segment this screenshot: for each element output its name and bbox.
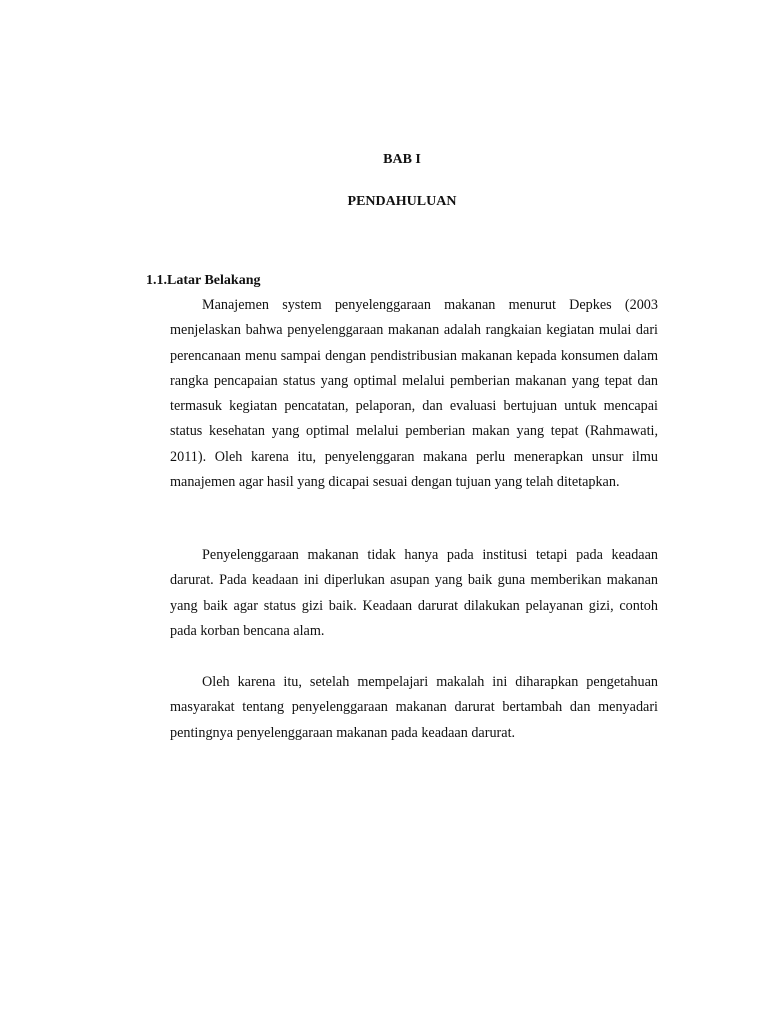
chapter-number: BAB I [383,152,421,167]
paragraph-1: Manajemen system penyelenggaraan makanan menurut Depkes (2003 menjelaskan bahwa penyelenggaraan makanan adalah rangkaian kegiatan mulai dari perencanaan menu sampai dengan pendistribusian makanan kepada konsumen dalam rangka pencapaian status yang optimal melalui pemberian makanan yang tepat dan termasuk kegiatan pencatatan, pelaporan, dan evaluasi bertujuan untuk mencapai status kesehatan yang optimal melalui pemberian makan yang tepat (Rahmawati, 2011). Oleh karena itu, penyelenggaran makana perlu menerapkan unsur ilmu manajemen agar hasil yang dicapai sesuai dengan tujuan yang telah ditetapkan. [170,297,658,491]
chapter-title: PENDAHULUAN [347,194,457,209]
paragraph-3: Oleh karena itu, setelah mempelajari makalah ini diharapkan pengetahuan masyarakat tentang penyelenggaraan makanan darurat bertambah dan menyadari pentingnya penyelenggaraan makanan pada keadaan darurat. [170,674,658,741]
section-heading: 1.1.Latar Belakang [146,273,261,288]
paragraph-2: Penyelenggaraan makanan tidak hanya pada institusi tetapi pada keadaan darurat. Pada keadaan ini diperlukan asupan yang baik guna memberikan makanan yang baik agar status gizi baik. Keadaan darurat dilakukan pelayanan gizi, contoh pada korban bencana alam. [170,547,658,639]
